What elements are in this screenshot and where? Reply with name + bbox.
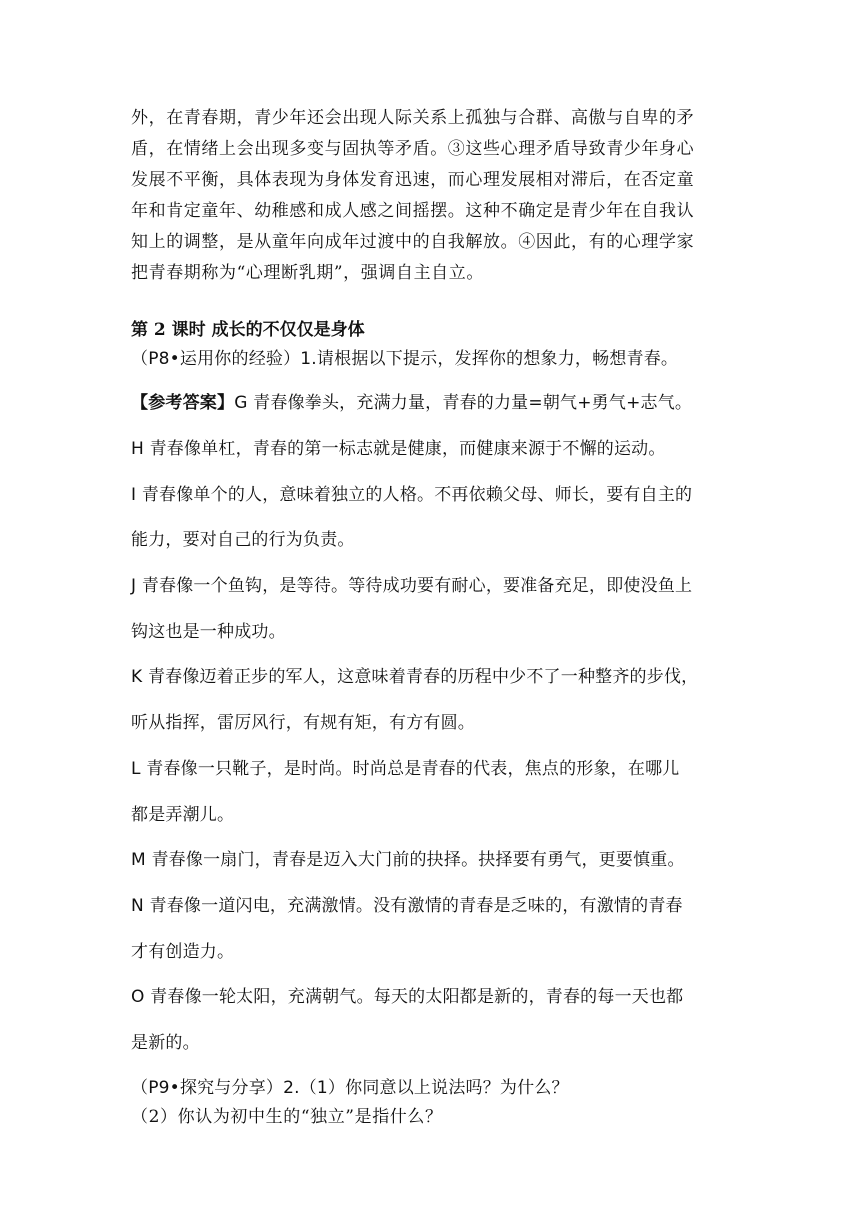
answer-label: 【参考答案】 <box>131 393 235 413</box>
answer-line: 钩这也是一种成功。 <box>131 622 286 642</box>
question-1: （P8•运用你的经验）1.请根据以下提示，发挥你的想象力，畅想青春。 <box>131 349 679 369</box>
intro-line: 发展不平衡，具体表现为身体发育迅速，而心理发展相对滞后，在否定童 <box>131 170 695 190</box>
answer-line: I 青春像单个的人，意味着独立的人格。不再依赖父母、师长，要有自主的 <box>131 485 693 505</box>
question-2: （P9•探究与分享）2.（1）你同意以上说法吗？为什么？ <box>131 1078 569 1098</box>
intro-line: 外，在青春期，青少年还会出现人际关系上孤独与合群、高傲与自卑的矛 <box>131 108 695 128</box>
answer-line: 是新的。 <box>131 1033 200 1053</box>
intro-line: 知上的调整，是从童年向成年过渡中的自我解放。④因此，有的心理学家 <box>131 232 695 252</box>
answer-line: 都是弄潮儿。 <box>131 805 235 825</box>
answer-line: J 青春像一个鱼钩，是等待。等待成功要有耐心，要准备充足，即使没鱼上 <box>131 576 693 596</box>
answer-line: N 青春像一道闪电，充满激情。没有激情的青春是乏味的，有激情的青春 <box>131 896 683 916</box>
answer-line: H 青春像单杠，青春的第一标志就是健康，而健康来源于不懈的运动。 <box>131 439 666 459</box>
answer-first-line <box>131 388 692 413</box>
answer-line: 才有创造力。 <box>131 942 235 962</box>
lesson-title: 第 2 课时 成长的不仅仅是身体 <box>131 320 365 340</box>
intro-line: 盾，在情绪上会出现多变与固执等矛盾。③这些心理矛盾导致青少年身心 <box>131 139 695 159</box>
answer-line: 能力，要对自己的行为负责。 <box>131 530 355 550</box>
answer-line: G 青春像拳头，充满力量，青春的力量=朝气+勇气+志气。 <box>234 393 693 413</box>
answer-line: O 青春像一轮太阳，充满朝气。每天的太阳都是新的，青春的每一天也都 <box>131 987 684 1007</box>
intro-line: 把青春期称为“心理断乳期”，强调自主自立。 <box>131 263 484 283</box>
question-2-sub: （2）你认为初中生的“独立”是指什么？ <box>131 1107 443 1127</box>
answer-line: M 青春像一扇门，青春是迈入大门前的抉择。抉择要有勇气，更要慎重。 <box>131 850 685 870</box>
answer-line: 听从指挥，雷厉风行，有规有矩，有方有圆。 <box>131 713 475 733</box>
answer-line: L 青春像一只靴子，是时尚。时尚总是青春的代表，焦点的形象，在哪儿 <box>131 759 680 779</box>
intro-line: 年和肯定童年、幼稚感和成人感之间摇摆。这种不确定是青少年在自我认 <box>131 201 695 221</box>
answer-line: K 青春像迈着正步的军人，这意味着青春的历程中少不了一种整齐的步伐， <box>131 667 699 687</box>
